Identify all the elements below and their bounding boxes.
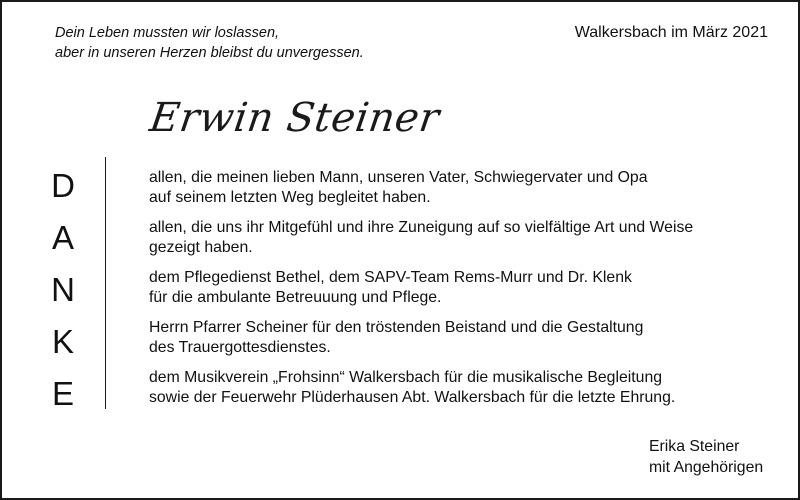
danke-vertical-word — [47, 160, 79, 420]
danke-letter: E — [51, 375, 74, 412]
thanks-line: für die ambulante Betreuuung und Pflege. — [149, 289, 442, 306]
danke-letter: K — [51, 323, 74, 360]
thanks-line: Herrn Pfarrer Scheiner für den tröstenden Beistand und die Gestaltung — [149, 319, 644, 336]
motto-line-1: Dein Leben mussten wir loslassen, — [55, 25, 280, 41]
thanks-line: gezeigt haben. — [149, 239, 253, 256]
thanks-line: dem Pflegedienst Bethel, dem SAPV-Team Rems-Murr und Dr. Klenk — [149, 269, 632, 286]
thanks-paragraph — [149, 318, 749, 358]
thanks-line: des Trauergottesdienstes. — [149, 339, 331, 356]
signature-line-2: mit Angehörigen — [649, 459, 764, 476]
thanks-line: dem Musikverein „Frohsinn“ Walkersbach für die musikalische Begleitung — [149, 369, 663, 386]
place-date: Walkersbach im März 2021 — [574, 24, 768, 41]
thanks-line: allen, die meinen lieben Mann, unseren Vater, Schwiegervater und Opa — [149, 169, 648, 186]
signature — [649, 436, 763, 478]
danke-letter: A — [51, 219, 74, 256]
motto-line-2: aber in unseren Herzen bleibst du unvergessen. — [55, 45, 364, 61]
motto — [55, 23, 415, 63]
deceased-name: Erwin Steiner — [147, 95, 443, 141]
signature-line-1: Erika Steiner — [649, 438, 740, 455]
danke-letter: D — [51, 167, 75, 204]
thanks-line: auf seinem letzten Weg begleitet haben. — [149, 189, 431, 206]
thanks-line: allen, die uns ihr Mitgefühl und ihre Zuneigung auf so vielfältige Art und Weise — [149, 219, 694, 236]
thanks-paragraph — [149, 268, 749, 308]
thanks-paragraph — [149, 168, 749, 208]
thanks-paragraph — [149, 368, 749, 408]
thanks-text — [149, 168, 749, 418]
thanks-line: sowie der Feuerwehr Plüderhausen Abt. Walkersbach für die letzte Ehrung. — [149, 389, 676, 406]
danke-letter: N — [51, 271, 75, 308]
vertical-divider — [105, 157, 106, 409]
thanks-paragraph — [149, 218, 749, 258]
